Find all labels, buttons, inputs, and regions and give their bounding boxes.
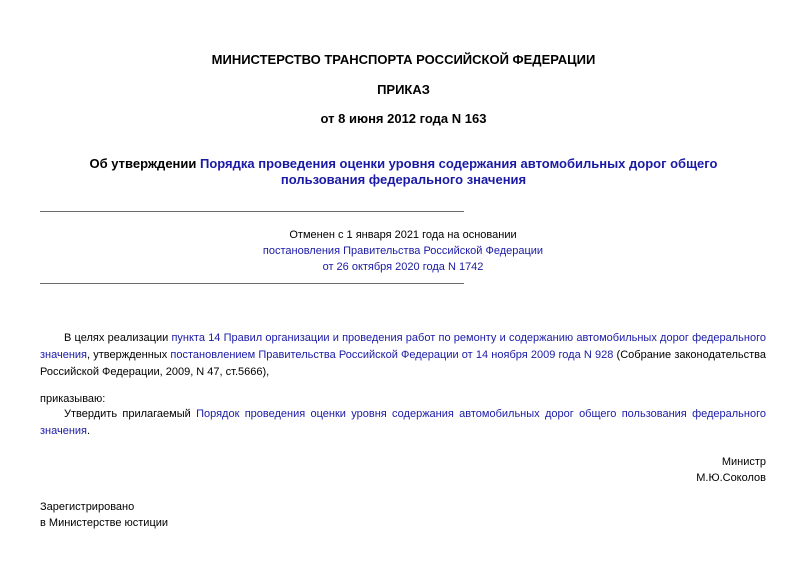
ministry-heading: МИНИСТЕРСТВО ТРАНСПОРТА РОССИЙСКОЙ ФЕДЕРАЦИИ [211, 52, 596, 67]
title-link[interactable]: Порядка проведения оценки уровня содержания автомобильных дорог общего пользования федерального значения [200, 156, 718, 187]
order-word: приказываю: [40, 393, 106, 405]
registration-line2: в Министерстве юстиции [40, 517, 169, 529]
rules-item-14-link[interactable]: пункта 14 Правил организации и проведения работ по ремонту и содержанию автомобильных дорог федерального значения [40, 332, 766, 361]
preamble-paragraph [40, 330, 766, 381]
revocation-link-line3[interactable]: от 26 октября 2020 года N 1742 [322, 261, 484, 273]
government-resolution-928-link[interactable]: постановлением Правительства Российской Федерации от 14 ноября 2009 года N 928 [170, 349, 614, 361]
signature-position: Министр [721, 456, 766, 468]
top-divider [40, 211, 464, 212]
registration-line1: Зарегистрировано [40, 501, 135, 513]
preamble-end: (Собрание законодательства Российской Федерации, 2009, N 47, ст.5666), [40, 349, 766, 378]
revocation-link-line2[interactable]: постановления Правительства Российской Федерации [262, 245, 544, 257]
date-number-heading: от 8 июня 2012 года N 163 [320, 111, 487, 126]
title-prefix: Об утверждении [89, 156, 200, 171]
approve-end: . [87, 425, 91, 437]
approve-paragraph [40, 406, 766, 440]
preamble-mid: , утвержденных [87, 349, 171, 361]
document-title [60, 156, 747, 188]
preamble-start: В целях реализации [64, 332, 172, 344]
approve-start: Утвердить прилагаемый [64, 408, 197, 420]
procedure-link[interactable]: Порядок проведения оценки уровня содержания автомобильных дорог общего пользования федерального значения [40, 408, 766, 437]
signature-name: М.Ю.Соколов [696, 472, 766, 484]
bottom-divider [40, 283, 464, 284]
revocation-line1: Отменен с 1 января 2021 года на основании [289, 229, 517, 241]
doc-type-heading: ПРИКАЗ [377, 82, 430, 97]
